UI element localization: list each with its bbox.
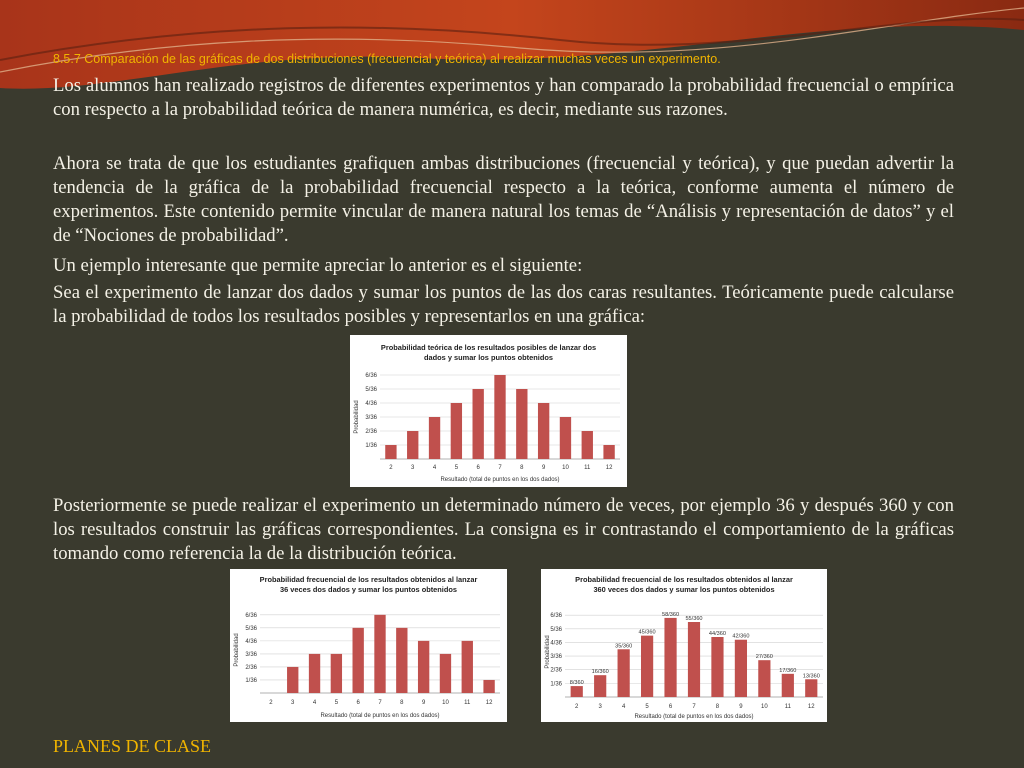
bar	[641, 636, 653, 697]
x-tick-label: 5	[334, 700, 339, 706]
y-tick-label: 5/36	[550, 626, 562, 633]
x-tick-label: 2	[269, 700, 273, 706]
data-label: 17/360	[779, 667, 797, 674]
bar	[582, 431, 593, 459]
bar	[451, 403, 462, 459]
paragraph-dice-experiment: Sea el experimento de lanzar dos dados y sumar los puntos de las dos caras resultantes. Teóricamente puede calcularse la probabilidad de todos los resultados posibles y representarlos en una gráfica:	[53, 282, 954, 327]
y-tick-label: 1/36	[365, 443, 377, 449]
bar	[594, 675, 606, 697]
x-tick-label: 10	[562, 465, 569, 471]
bar	[407, 431, 418, 459]
bar	[516, 389, 527, 459]
x-tick-label: 6	[668, 704, 673, 710]
y-tick-label: 3/36	[365, 415, 377, 421]
y-tick-label: 1/36	[550, 681, 562, 688]
bar	[711, 637, 723, 697]
bar	[440, 654, 451, 693]
y-tick-label: 2/36	[365, 429, 377, 435]
y-tick-label: 6/36	[245, 612, 257, 619]
x-tick-label: 7	[692, 704, 696, 710]
data-label: 45/360	[638, 629, 656, 636]
y-axis-title: Probabilidad	[545, 635, 551, 669]
x-tick-label: 3	[598, 704, 602, 710]
bar	[571, 686, 583, 697]
x-tick-label: 2	[389, 465, 393, 471]
x-tick-label: 9	[739, 704, 743, 710]
data-label: 8/360	[569, 680, 584, 687]
bar	[483, 680, 494, 693]
data-label: 16/360	[591, 669, 609, 676]
x-tick-label: 10	[442, 700, 449, 706]
x-tick-label: 4	[432, 465, 437, 471]
y-axis-title: Probabilidad	[354, 400, 360, 434]
y-tick-label: 2/36	[245, 664, 257, 671]
chart-title: dados y sumar los puntos obtenidos	[424, 353, 553, 362]
chart-title: 360 veces dos dados y sumar los puntos obtenidos	[593, 585, 775, 594]
data-label: 55/360	[685, 616, 703, 622]
y-tick-label: 4/36	[550, 640, 562, 647]
y-tick-label: 6/36	[550, 613, 562, 620]
x-tick-label: 3	[291, 700, 295, 706]
x-tick-label: 8	[715, 704, 720, 710]
theoretical-chart-svg	[350, 335, 627, 487]
x-tick-label: 9	[421, 700, 426, 706]
bar	[462, 641, 473, 693]
y-tick-label: 3/36	[550, 654, 562, 661]
y-tick-label: 5/36	[245, 625, 257, 632]
x-tick-label: 2	[575, 704, 579, 710]
bar	[473, 389, 484, 459]
bar	[618, 649, 630, 697]
frequency-360-chart-svg	[541, 569, 827, 722]
x-axis-title: Resultado (total de puntos en los dos dados)	[440, 477, 560, 483]
x-tick-label: 12	[605, 465, 613, 471]
frequency-360-chart	[541, 569, 827, 722]
bar	[331, 654, 342, 693]
bar	[353, 628, 364, 693]
data-label: 42/360	[732, 633, 750, 640]
bar	[374, 615, 385, 693]
x-tick-label: 11	[464, 700, 471, 706]
y-tick-label: 4/36	[245, 638, 257, 645]
x-tick-label: 11	[784, 704, 791, 710]
x-tick-label: 4	[312, 700, 317, 706]
chart-title: Probabilidad teórica de los resultados posibles de lanzar dos	[380, 343, 597, 352]
x-tick-label: 9	[541, 465, 546, 471]
x-tick-label: 5	[454, 465, 459, 471]
bar	[494, 375, 505, 459]
x-tick-label: 8	[400, 700, 404, 706]
bar	[287, 667, 298, 693]
footer-label: PLANES DE CLASE	[53, 736, 212, 756]
x-tick-label: 5	[645, 704, 649, 710]
y-tick-label: 1/36	[245, 677, 257, 684]
bar	[560, 417, 571, 459]
bar	[805, 679, 817, 697]
x-tick-label: 7	[498, 465, 502, 471]
bar	[758, 660, 770, 697]
frequency-36-chart	[230, 569, 507, 722]
bar	[418, 641, 429, 693]
y-tick-label: 5/36	[365, 387, 377, 393]
x-tick-label: 3	[411, 465, 415, 471]
data-label: 44/360	[708, 631, 727, 637]
bar	[385, 445, 396, 459]
bar	[538, 403, 549, 459]
bar	[429, 417, 440, 459]
paragraph-example-intro: Un ejemplo interesante que permite apreciar lo anterior es el siguiente:	[53, 255, 583, 276]
bar	[309, 654, 320, 693]
x-tick-label: 11	[584, 465, 591, 471]
chart-title: Probabilidad frecuencial de los resultados obtenidos al lanzar	[575, 575, 793, 584]
chart-title: 36 veces dos dados y sumar los puntos obtenidos	[279, 585, 458, 594]
paragraph-intro: Los alumnos han realizado registros de diferentes experimentos y han comparado la probabilidad frecuencial o empírica con respecto a la probabilidad teórica de manera numérica, es decir, mediante sus razones.	[53, 75, 954, 120]
x-tick-label: 6	[356, 700, 360, 706]
data-label: 13/360	[802, 673, 820, 680]
x-tick-label: 12	[807, 704, 815, 710]
y-tick-label: 4/36	[365, 401, 377, 407]
x-tick-label: 6	[476, 465, 480, 471]
bar	[603, 445, 614, 459]
chart-title: Probabilidad frecuencial de los resultados obtenidos al lanzar	[259, 575, 478, 584]
x-tick-label: 10	[761, 704, 768, 710]
theoretical-probability-chart	[350, 335, 627, 487]
x-tick-label: 4	[621, 704, 626, 710]
y-tick-label: 3/36	[245, 651, 257, 658]
paragraph-graph-distributions: Ahora se trata de que los estudiantes grafiquen ambas distribuciones (frecuencial y teórica), y que puedan advertir la tendencia de la gráfica de la probabilidad frecuencial respecto a la teórica, conforme aumenta el número de experimentos. Este contenido permite vincular de manera natural los temas de “Análisis y representación de datos” y el de “Nociones de probabilidad”.	[53, 153, 954, 246]
paragraph-frequency-graphs: Posteriormente se puede realizar el experimento un determinado número de veces, por ejemplo 36 y después 360 y con los resultados construir las gráficas correspondientes. La consigna es ir contrastando el comportamiento de la gráficas tomando como referencia la de la distribución teórica.	[53, 495, 954, 564]
data-label: 58/360	[661, 611, 680, 618]
bar	[396, 628, 407, 693]
y-tick-label: 6/36	[365, 373, 377, 379]
data-label: 27/360	[755, 654, 773, 661]
bar	[735, 640, 747, 697]
frequency-36-chart-svg	[230, 569, 507, 722]
bar	[688, 622, 700, 697]
x-tick-label: 12	[485, 700, 493, 706]
data-label: 35/360	[615, 643, 633, 650]
y-axis-title: Probabilidad	[234, 633, 240, 667]
x-axis-title: Resultado (total de puntos en los dos dados)	[320, 713, 440, 719]
bar	[782, 674, 794, 697]
y-tick-label: 2/36	[550, 667, 562, 674]
section-heading: 8.5.7 Comparación de las gráficas de dos distribuciones (frecuencial y teórica) al realizar muchas veces un experimento.	[53, 52, 721, 66]
x-axis-title: Resultado (total de puntos en los dos dados)	[634, 714, 754, 720]
x-tick-label: 7	[378, 700, 382, 706]
x-tick-label: 8	[520, 465, 524, 471]
bar	[664, 618, 676, 697]
